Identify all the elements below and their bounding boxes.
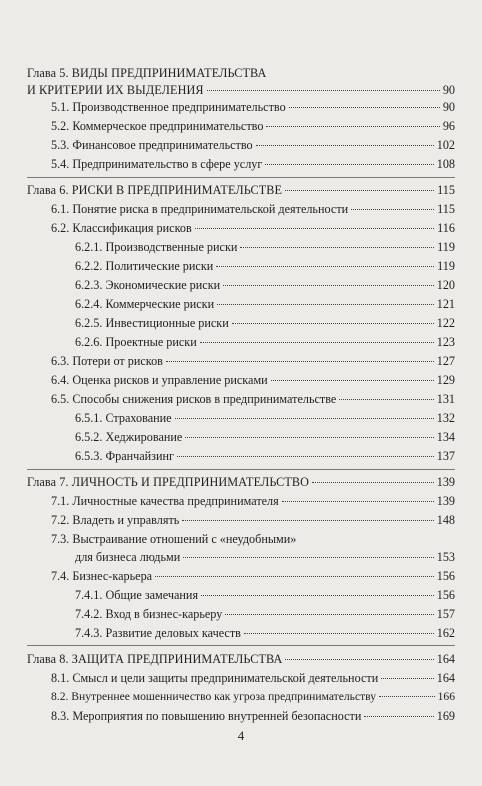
dot-leader — [364, 716, 433, 717]
toc-page-number: 120 — [436, 278, 455, 292]
toc-entry-label: 6.2. Классификация рисков — [51, 221, 192, 235]
toc-entry-label: 6.2.4. Коммерческие риски — [75, 297, 215, 311]
dot-leader — [339, 399, 433, 400]
toc-entry-label: 6.3. Потери от рисков — [51, 354, 163, 368]
dot-leader — [182, 520, 433, 521]
toc-entry-label: 7.4. Бизнес-карьера — [51, 569, 153, 583]
toc-entry-label: 5.3. Финансовое предпринимательство — [51, 138, 253, 152]
toc-page-number: 139 — [436, 475, 455, 489]
dot-leader — [200, 342, 434, 343]
section-divider — [27, 177, 455, 178]
toc-page-number: 153 — [436, 550, 455, 564]
toc-page-number: 102 — [436, 138, 455, 152]
toc-page-number: 148 — [436, 513, 455, 527]
toc-page-number: 123 — [436, 335, 455, 349]
toc-chapter-title: Глава 8. ЗАЩИТА ПРЕДПРИНИМАТЕЛЬСТВА — [27, 652, 283, 666]
toc-page-number: 166 — [437, 690, 455, 703]
toc-entry-label: 6.5.2. Хеджирование — [75, 430, 183, 444]
dot-leader — [285, 190, 434, 191]
dot-leader — [240, 247, 434, 248]
page-number: 4 — [237, 728, 245, 743]
dot-leader — [217, 304, 434, 305]
toc-entry-label: 8.3. Мероприятия по повышению внутренней безопасности — [51, 709, 362, 723]
toc-entry-label: 5.4. Предпринимательство в сфере услуг — [51, 157, 263, 171]
toc-page-number: 164 — [436, 652, 455, 666]
toc-page-number: 134 — [436, 430, 455, 444]
dot-leader — [289, 107, 440, 108]
toc-entry-label: 7.1. Личностные качества предпринимателя — [51, 494, 279, 508]
dot-leader — [225, 614, 433, 615]
toc-entry-label: 7.4.1. Общие замечания — [75, 588, 199, 602]
dot-leader — [155, 576, 434, 577]
toc-chapter-title: Глава 6. РИСКИ В ПРЕДПРИНИМАТЕЛЬСТВЕ — [27, 183, 283, 197]
toc-entry-label: 5.1. Производственное предпринимательство — [51, 100, 286, 114]
toc-entry-label: 6.2.2. Политические риски — [75, 259, 214, 273]
toc-page-number: 96 — [442, 119, 455, 133]
toc-page-number: 137 — [436, 449, 455, 463]
dot-leader — [282, 501, 434, 502]
dot-leader — [312, 482, 434, 483]
toc-chapter-title: И КРИТЕРИИ ИХ ВЫДЕЛЕНИЯ — [27, 83, 204, 97]
toc-entry-label: для бизнеса людьми — [75, 550, 181, 564]
toc-page-number: 108 — [436, 157, 455, 171]
toc-page-number: 90 — [442, 83, 455, 97]
toc-entry-label: 8.1. Смысл и цели защиты предпринимательской деятельности — [51, 671, 379, 685]
section-divider — [27, 645, 455, 646]
toc-page-number: 157 — [436, 607, 455, 621]
toc-entry-label: 6.2.3. Экономические риски — [75, 278, 221, 292]
dot-leader — [216, 266, 434, 267]
toc-entry-label: 6.2.1. Производственные риски — [75, 240, 238, 254]
toc-page-number: 156 — [436, 588, 455, 602]
toc-entry-label: 7.2. Владеть и управлять — [51, 513, 180, 527]
toc-entry-label: 6.2.6. Проектные риски — [75, 335, 197, 349]
dot-leader — [351, 209, 434, 210]
toc-page-number: 139 — [436, 494, 455, 508]
toc-entry-label: 6.5. Способы снижения рисков в предпринимательстве — [51, 392, 337, 406]
toc-entry-label: 6.2.5. Инвестиционные риски — [75, 316, 229, 330]
dot-leader — [195, 228, 434, 229]
toc-entry-label: 5.2. Коммерческое предпринимательство — [51, 119, 264, 133]
toc-page-number: 164 — [436, 671, 455, 685]
dot-leader — [183, 557, 433, 558]
toc-page-number: 119 — [437, 240, 455, 254]
toc-page-number: 162 — [436, 626, 455, 640]
dot-leader — [185, 437, 433, 438]
toc-page-number: 121 — [436, 297, 455, 311]
dot-leader — [285, 659, 433, 660]
dot-leader — [271, 380, 434, 381]
dot-leader — [381, 678, 433, 679]
dot-leader — [265, 164, 433, 165]
dot-leader — [244, 633, 434, 634]
toc-page-number: 156 — [436, 569, 455, 583]
dot-leader — [201, 595, 434, 596]
dot-leader — [223, 285, 434, 286]
toc-entry-label: 6.4. Оценка рисков и управление рисками — [51, 373, 268, 387]
dot-leader — [166, 361, 434, 362]
toc-entry-label: 7.3. Выстраивание отношений с «неудобными» — [51, 532, 297, 546]
dot-leader — [207, 90, 440, 91]
dot-leader — [177, 456, 434, 457]
toc-page-number: 90 — [442, 100, 455, 114]
dot-leader — [256, 145, 434, 146]
toc-entry-label: 6.5.3. Франчайзинг — [75, 449, 175, 463]
dot-leader — [175, 418, 434, 419]
toc-page-number: 131 — [436, 392, 455, 406]
section-divider — [27, 469, 455, 470]
toc-entry-label: 7.4.3. Развитие деловых качеств — [75, 626, 241, 640]
dot-leader — [266, 126, 439, 127]
dot-leader — [379, 696, 435, 697]
toc-page-number: 119 — [437, 259, 455, 273]
toc-page-number: 115 — [437, 202, 455, 216]
toc-chapter-title: Глава 7. ЛИЧНОСТЬ И ПРЕДПРИНИМАТЕЛЬСТВО — [27, 475, 310, 489]
dot-leader — [232, 323, 434, 324]
toc-page-number: 132 — [436, 411, 455, 425]
toc-entry-label: 6.5.1. Страхование — [75, 411, 172, 425]
toc-page-number: 129 — [436, 373, 455, 387]
toc-chapter-title: Глава 5. ВИДЫ ПРЕДПРИНИМАТЕЛЬСТВА — [27, 66, 267, 80]
toc-page-number: 122 — [436, 316, 455, 330]
toc-entry-label: 7.4.2. Вход в бизнес-карьеру — [75, 607, 223, 621]
toc-entry-label: 6.1. Понятие риска в предпринимательской деятельности — [51, 202, 349, 216]
toc-page-number: 115 — [437, 183, 455, 197]
toc-entry-label: 8.2. Внутреннее мошенничество как угроза предпринимательству — [51, 690, 377, 703]
toc-page-number: 169 — [436, 709, 455, 723]
toc-page-number: 127 — [436, 354, 455, 368]
toc-page-number: 116 — [437, 221, 455, 235]
